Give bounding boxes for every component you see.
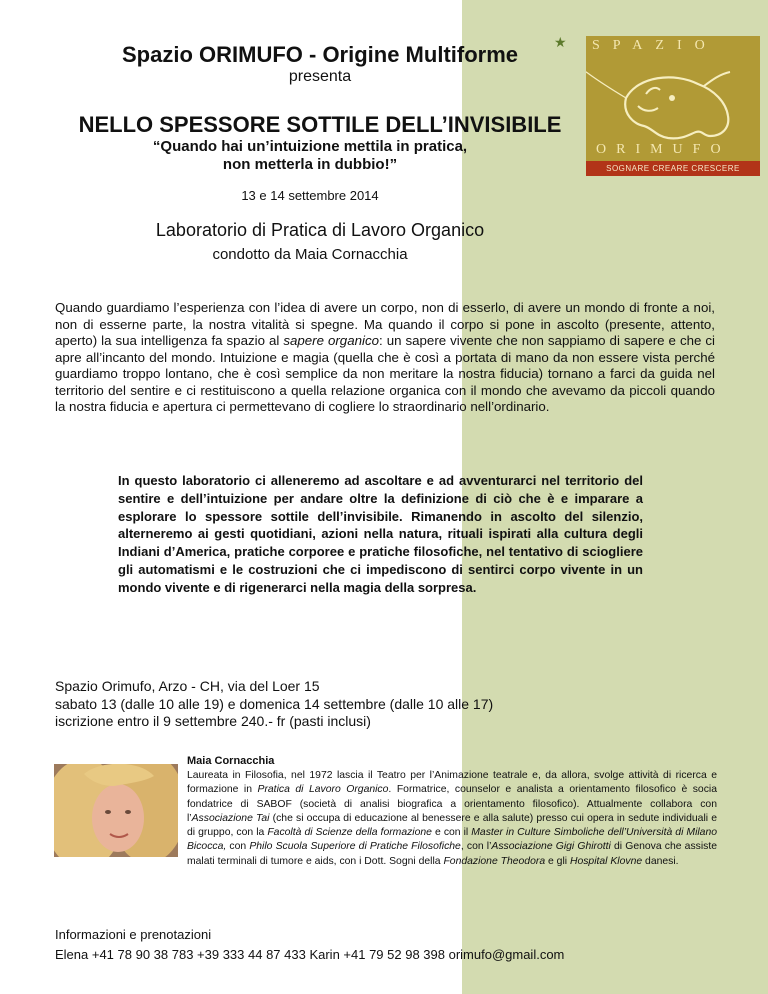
bio-seg: (che si occupa di educazione al benessere e alla salute) presso cui opera in sedute individuali e di gruppo, con la xyxy=(187,812,717,839)
bio-italic: Pratica di Lavoro Organico xyxy=(257,784,389,796)
contacts xyxy=(55,925,564,965)
star-icon: ★ xyxy=(554,34,567,50)
organization-title: Spazio ORIMUFO - Origine Multiforme xyxy=(122,42,518,67)
presenta-label: presenta xyxy=(288,68,352,85)
lab-title: Laboratorio di Pratica di Lavoro Organico xyxy=(155,220,485,240)
portrait-photo xyxy=(54,764,178,857)
bio-seg: Laureata in Filosofia, nel 1972 lascia il Teatro per l’Animazione teatrale e, da allora, svolge attività di ricerca e formazione in xyxy=(187,770,717,796)
quote-line-2: non metterla in dubbio!” xyxy=(222,156,398,173)
bio-italic: Fondazione Theodora xyxy=(443,855,546,867)
venue-info xyxy=(55,678,675,731)
bio-italic: Associazione Gigi Ghirotti xyxy=(491,841,611,853)
intro-text-1: Quando guardiamo l’esperienza con l’idea di avere un corpo, non di esserlo, di avere un mondo di fronte a noi, non di esserne parte, la nostra vitalità si spegne. Ma quando il corpo si pone in ascolto (presente, attento, aperto) la sua intelligenza fa spazio al xyxy=(55,300,715,348)
bio-seg: di Genova che assiste malati terminali di tumore e aids, con i Dott. Sogni della xyxy=(187,841,718,867)
logo-tagline: SOGNARE CREARE CRESCERE xyxy=(586,161,760,176)
bio-italic: Hospital Klovne xyxy=(569,855,643,867)
bio-seg: con xyxy=(226,841,250,853)
contacts-heading: Informazioni e prenotazioni xyxy=(55,927,212,942)
intro-paragraph xyxy=(55,300,715,416)
conducted-by: condotto da Maia Cornacchia xyxy=(212,246,408,263)
bio-italic: Philo Scuola Superiore di Pratiche Filosofiche xyxy=(249,841,461,853)
bio-italic: Associazione Tai xyxy=(191,812,270,824)
bio-italic: Master in Culture Simboliche dell’Università di Milano Bicocca, xyxy=(187,827,718,853)
bio-seg: e gli xyxy=(545,855,570,867)
bio-seg: e con il xyxy=(431,827,472,839)
venue-address: Spazio Orimufo, Arzo - CH, via del Loer 15 xyxy=(55,678,320,694)
bio-text xyxy=(187,769,717,869)
bio-seg: danesi. xyxy=(642,855,679,867)
venue-schedule: sabato 13 (dalle 10 alle 19) e domenica 14 settembre (dalle 10 alle 17) xyxy=(55,695,494,712)
bio-seg: , con l’ xyxy=(460,841,492,853)
event-quote xyxy=(60,138,560,174)
lab-description: In questo laboratorio ci alleneremo ad ascoltare e ad avventurarci nel territorio del sentire e dell’intuizione per andare oltre la definizione di ciò che è e imparare a esplorare lo spessore sottile dell’invisibile. Rimanendo in ascolto del silenzio, alterneremo ai gesti quotidiani, azioni nella natura, rituali ispirati alla cultura degli Indiani d’America, pratiche corporee e pratiche filosofiche, nel tentativo di sciogliere gli automatismi e le costruzioni che ci impediscono di sentirci corpo vivente in un mondo vivente e di rigenerarci nella magia della sorpresa. xyxy=(118,473,643,595)
intro-emphasis: sapere organico xyxy=(283,333,379,348)
bio-italic: Facoltà di Scienze della formazione xyxy=(267,827,432,839)
bio-name: Maia Cornacchia xyxy=(187,755,275,767)
logo-word-spazio: SPAZIO xyxy=(592,38,718,53)
intro-text-2: : un sapere vivente che non sappiamo di sapere e che ci apre all’incanto del mondo. Intuizione e magia (quella che è così a portata di mano da non essere vista perché guardiamo troppo lontano, che è così semplice da non meritare la nostra fiducia) tornano a farci da guida nel territorio del sentire e ci restituiscono a quella relazione organica con il mondo che avevamo da piccoli quando la nostra fiducia e apertura ci permettevano di cogliere lo straordinario nell’ordinario. xyxy=(55,333,715,414)
venue-registration: iscrizione entro il 9 settembre 240.- fr (pasti inclusi) xyxy=(55,713,371,729)
event-dates: 13 e 14 settembre 2014 xyxy=(241,188,379,203)
event-title: NELLO SPESSORE SOTTILE DELL’INVISIBILE xyxy=(78,112,562,137)
orimufo-logo xyxy=(546,30,764,178)
logo-word-orimufo: ORIMUFO xyxy=(596,142,731,157)
quote-line-1: “Quando hai un’intuizione mettila in pratica, xyxy=(152,138,468,155)
contacts-line: Elena +41 78 90 38 783 +39 333 44 87 433 Karin +41 79 52 98 398 orimufo@gmail.com xyxy=(55,947,565,962)
bio-seg: . Formatrice, counselor e analista a orientamento filosofico è socia fondatrice di SABOF (società di analisi biografica a orientamento filosofico). Attualmente collabora con l’ xyxy=(187,784,717,824)
